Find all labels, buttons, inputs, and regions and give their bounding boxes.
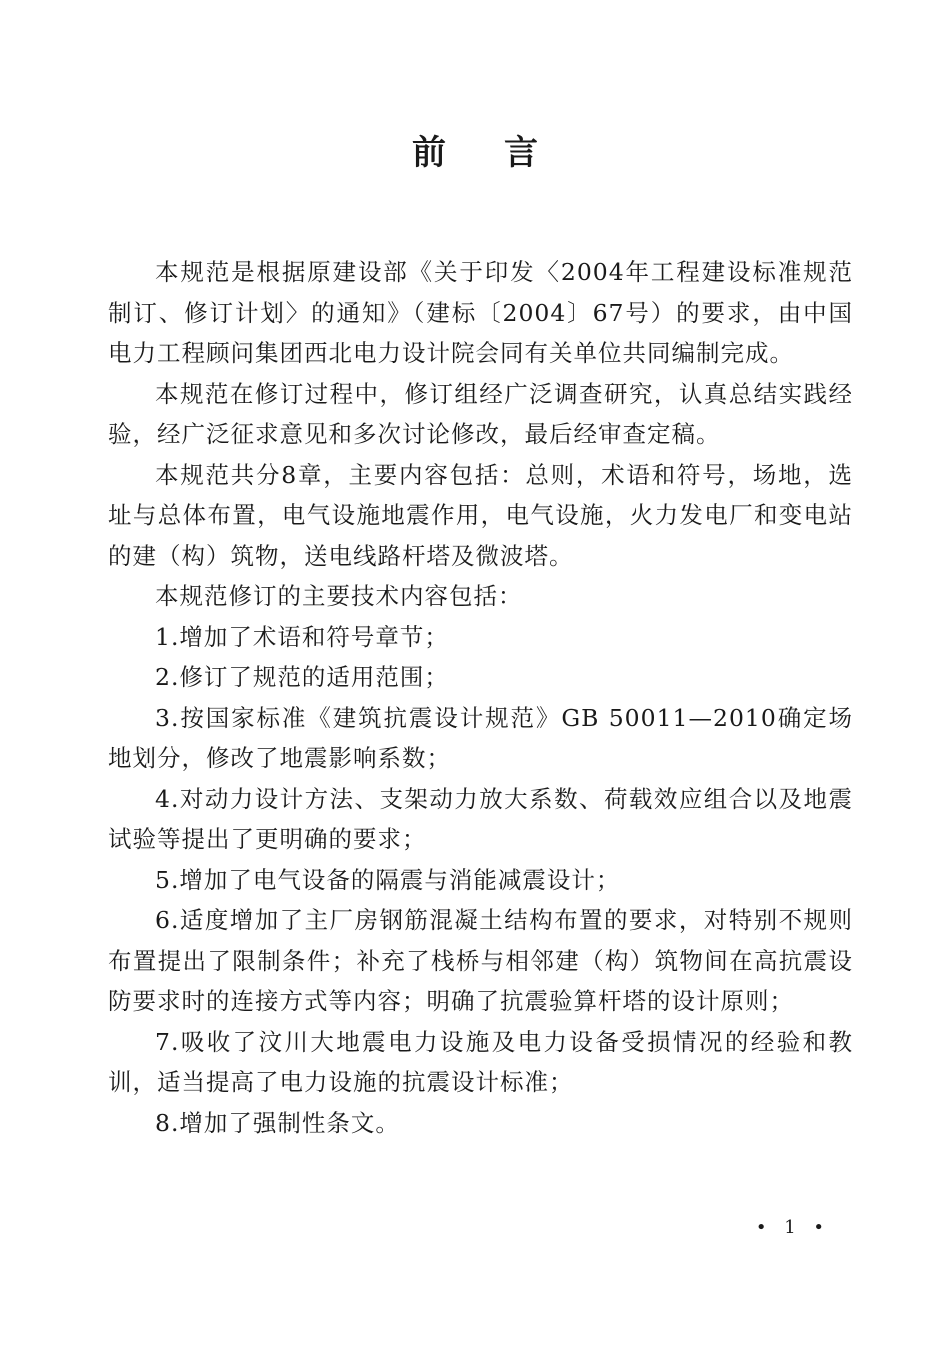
- paragraph-main-content-intro: 本规范修订的主要技术内容包括：: [155, 582, 523, 610]
- page-number: • 1 •: [755, 1217, 830, 1238]
- list-item-5: 5.增加了电气设备的隔震与消能减震设计；: [155, 865, 621, 894]
- paragraph-revision-process: 本规范在修订过程中，修订组经广泛调查研究，认真总结实践经验，经广泛征求意见和多次讨论修改，最后经审查定稿。: [108, 379, 853, 448]
- list-item-3: 3.按国家标准《建筑抗震设计规范》GB 50011—2010确定场地划分，修改了地震影响系数；: [108, 703, 853, 772]
- list-item-6: 6.适度增加了主厂房钢筋混凝土结构布置的要求，对特别不规则布置提出了限制条件；补充了栈桥与相邻建（构）筑物间在高抗震设防要求时的连接方式等内容；明确了抗震验算杆塔的设计原则；: [108, 906, 853, 1015]
- paragraph-chapters: 本规范共分8章，主要内容包括：总则，术语和符号，场地，选址与总体布置，电气设施地震作用，电气设施，火力发电厂和变电站的建（构）筑物，送电线路杆塔及微波塔。: [108, 460, 853, 570]
- list-item-8: 8.增加了强制性条文。: [155, 1108, 400, 1137]
- preface-body: [108, 252, 853, 1143]
- paragraph-basis: 本规范是根据原建设部《关于印发〈2004年工程建设标准规范制订、修订计划〉的通知》（建标〔2004〕67号）的要求，由中国电力工程顾问集团西北电力设计院会同有关单位共同编制完成。: [108, 258, 853, 367]
- page-title: 前言: [412, 133, 596, 173]
- list-item-4: 4.对动力设计方法、支架动力放大系数、荷载效应组合以及地震试验等提出了更明确的要求；: [108, 784, 853, 853]
- list-item-7: 7.吸收了汶川大地震电力设施及电力设备受损情况的经验和教训，适当提高了电力设施的抗震设计标准；: [108, 1027, 853, 1096]
- list-item-2: 2.修订了规范的适用范围；: [155, 663, 449, 691]
- list-item-1: 1.增加了术语和符号章节；: [155, 622, 449, 651]
